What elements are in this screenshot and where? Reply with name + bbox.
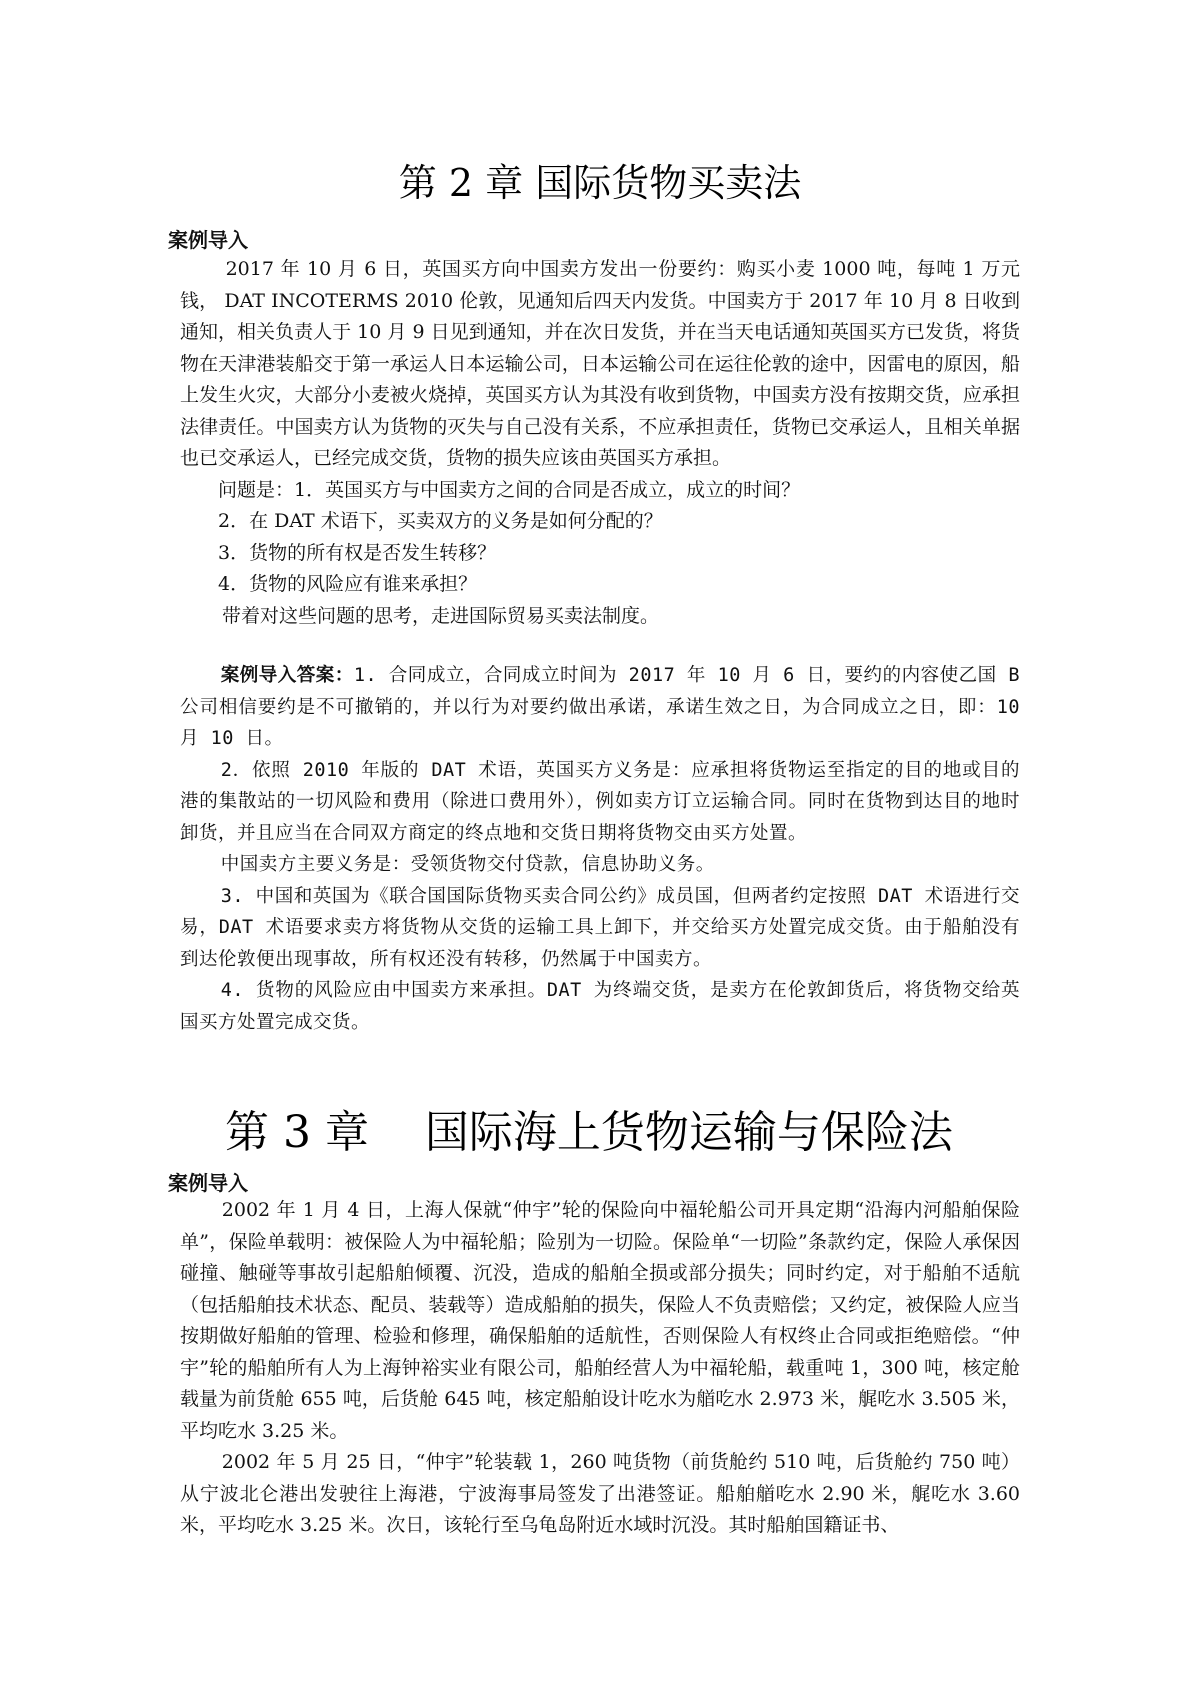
chapter-3-case-section — [180, 1195, 1020, 1542]
chapter-2-answer-section — [180, 660, 1020, 1038]
chapter-2-title: 第 2 章 国际货物买卖法 — [398, 161, 802, 205]
answer-item: 2．依照 2010 年版的 DAT 术语，英国买方义务是：应承担将货物运至指定的目的地或目的港的集散站的一切风险和费用（除进口费用外），例如卖方订立运输合同。同时在货物到达目的地时卸货，并且应当在合同双方商定的终点地和交货日期将货物交由买方处置。 — [180, 759, 1020, 844]
question-item: 2．在 DAT 术语下，买卖双方的义务是如何分配的？ — [218, 510, 663, 532]
chapter-2-case-label: 案例导入 — [168, 228, 248, 252]
answer-item: 1. 合同成立，合同成立时间为 2017 年 10 月 6 日，要约的内容使乙国 B 公司相信要约是不可撤销的，并以行为对要约做出承诺，承诺生效之日，为合同成立之日，即：10 月 10 日。 — [180, 665, 1020, 749]
closing-sentence: 带着对这些问题的思考，走进国际贸易买卖法制度。 — [222, 604, 660, 627]
answer-label: 案例导入答案： — [220, 665, 354, 686]
case-paragraph: 2002 年 1 月 4 日，上海人保就“仲宇”轮的保险向中福轮船公司开具定期“沿海内河船舶保险单”，保险单载明：被保险人为中福轮船；险别为一切险。保险单“一切险”条款约定，保险人承保因碰撞、触碰等事故引起船舶倾覆、沉没，造成的船舶全损或部分损失；同时约定，对于船舶不适航（包括船舶技术状态、配员、装载等）造成船舶的损失，保险人不负责赔偿；又约定，被保险人应当按期做好船舶的管理、检验和修理，确保船舶的适航性，否则保险人有权终止合同或拒绝赔偿。“仲宇”轮的船舶所有人为上海钟裕实业有限公司，船舶经营人为中福轮船，载重吨 1，300 吨，核定舱载量为前货舱 655 吨，后货舱 645 吨，核定船舶设计吃水为艏吃水 2.973 米，艉吃水 3.505 米，平均吃水 3.25 米。 — [180, 1199, 1020, 1442]
case-paragraph: 2017 年 10 月 6 日，英国买方向中国卖方发出一份要约：购买小麦 1000 吨，每吨 1 万元钱， DAT INCOTERMS 2010 伦敦，见通知后四天内发货。中国卖方于 2017 年 10 月 8 日收到通知，相关负责人于 10 月 9 日见到通知，并在次日发货，并在当天电话通知英国买方已发货，将货物在天津港装船交于第一承运人日本运输公司，日本运输公司在运往伦敦的途中，因雷电的原因，船上发生火灾，大部分小麦被火烧掉，英国买方认为其没有收到货物，中国卖方没有按期交货，应承担法律责任。中国卖方认为货物的灭失与自己没有关系，不应承担责任，货物已交承运人，且相关单据也已交承运人，已经完成交货，货物的损失应该由英国买方承担。 — [180, 258, 1020, 469]
question-item: 4．货物的风险应有谁来承担？ — [218, 573, 478, 595]
answer-item: 4. 货物的风险应由中国卖方来承担。DAT 为终端交货，是卖方在伦敦卸货后，将货物交给英国买方处置完成交货。 — [180, 980, 1020, 1033]
chapter-2-case-section — [180, 254, 1020, 632]
answer-item: 中国卖方主要义务是：受领货物交付贷款，信息协助义务。 — [220, 854, 715, 875]
chapter-3-title: 第 3 章 国际海上货物运输与保险法 — [225, 1107, 953, 1158]
answer-item: 3. 中国和英国为《联合国国际货物买卖合同公约》成员国，但两者约定按照 DAT 术语进行交易，DAT 术语要求卖方将货物从交货的运输工具上卸下，并交给买方处置完成交货。由于船舶没有到达伦敦便出现事故，所有权还没有转移，仍然属于中国卖方。 — [180, 885, 1020, 970]
case-paragraph: 2002 年 5 月 25 日，“仲宇”轮装载 1，260 吨货物（前货舱约 510 吨，后货舱约 750 吨）从宁波北仑港出发驶往上海港，宁波海事局签发了出港签证。船舶艏吃水 2.90 米，艉吃水 3.60 米，平均吃水 3.25 米。次日，该轮行至乌龟岛附近水域时沉没。其时船舶国籍证书、 — [180, 1451, 1020, 1536]
question-intro: 问题是：1．英国买方与中国卖方之间的合同是否成立，成立的时间？ — [218, 478, 801, 501]
question-item: 3．货物的所有权是否发生转移？ — [218, 541, 497, 564]
chapter-3-case-label: 案例导入 — [168, 1171, 248, 1195]
